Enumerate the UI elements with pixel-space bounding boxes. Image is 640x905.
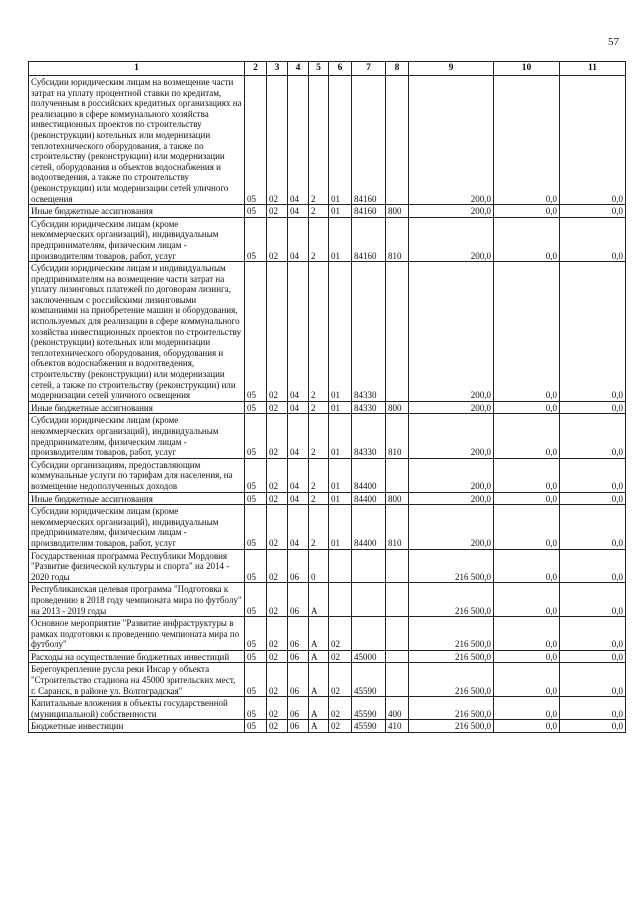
amount-col10: 0,0	[494, 217, 560, 261]
amount-col11: 0,0	[560, 262, 626, 402]
amount-col10: 0,0	[494, 720, 560, 733]
section-code: 05	[245, 697, 267, 720]
expense-type: 410	[386, 720, 409, 733]
row-description: Берегоукрепление русла реки Инсар у объекта "Строительство стадиона на 45000 зрительских мест, г. Саранск, в районе ул. Волгоградская"	[29, 663, 245, 697]
subprogram-code: 2	[309, 458, 329, 492]
subsection-code: 02	[267, 401, 288, 414]
expense-type	[386, 583, 409, 617]
section-code: 05	[245, 505, 267, 549]
expense-code	[352, 617, 386, 651]
column-header-8: 8	[386, 62, 409, 76]
subsection-code: 02	[267, 663, 288, 697]
amount-col11: 0,0	[560, 458, 626, 492]
event-code: 02	[329, 697, 352, 720]
subprogram-code: 2	[309, 492, 329, 505]
section-code: 05	[245, 663, 267, 697]
expense-type: 800	[386, 492, 409, 505]
program-code: 06	[288, 549, 309, 583]
row-description: Субсидии юридическим лицам (кроме некоммерческих организаций), индивидуальным предпринимателям, физическим лицам - производителям товаров, работ, услуг	[29, 414, 245, 458]
amount-col11: 0,0	[560, 76, 626, 205]
amount-col10: 0,0	[494, 76, 560, 205]
section-code: 05	[245, 262, 267, 402]
amount-col11: 0,0	[560, 414, 626, 458]
table-row	[29, 697, 626, 720]
amount-col11: 0,0	[560, 720, 626, 733]
section-code: 05	[245, 720, 267, 733]
column-header-9: 9	[409, 62, 494, 76]
amount-col11: 0,0	[560, 549, 626, 583]
amount-col11: 0,0	[560, 205, 626, 218]
event-code: 01	[329, 505, 352, 549]
program-code: 04	[288, 217, 309, 261]
expense-code: 45590	[352, 720, 386, 733]
table-row	[29, 505, 626, 549]
column-header-7: 7	[352, 62, 386, 76]
amount-col11: 0,0	[560, 617, 626, 651]
expense-code: 84330	[352, 401, 386, 414]
section-code: 05	[245, 414, 267, 458]
expense-code: 84160	[352, 76, 386, 205]
program-code: 04	[288, 492, 309, 505]
header-row	[29, 62, 626, 76]
expense-type: 800	[386, 401, 409, 414]
amount-col11: 0,0	[560, 697, 626, 720]
expense-code: 45590	[352, 697, 386, 720]
program-code: 06	[288, 663, 309, 697]
amount-col10: 0,0	[494, 617, 560, 651]
table-row	[29, 205, 626, 218]
amount-col10: 0,0	[494, 505, 560, 549]
table-row	[29, 650, 626, 663]
subsection-code: 02	[267, 414, 288, 458]
expense-code: 84330	[352, 262, 386, 402]
event-code: 01	[329, 76, 352, 205]
row-description: Иные бюджетные ассигнования	[29, 492, 245, 505]
row-description: Бюджетные инвестиции	[29, 720, 245, 733]
program-code: 06	[288, 650, 309, 663]
amount-col10: 0,0	[494, 697, 560, 720]
subprogram-code: А	[309, 583, 329, 617]
event-code: 01	[329, 262, 352, 402]
section-code: 05	[245, 583, 267, 617]
row-description: Иные бюджетные ассигнования	[29, 205, 245, 218]
expense-code: 45000	[352, 650, 386, 663]
expense-type: 810	[386, 414, 409, 458]
table-row	[29, 617, 626, 651]
subsection-code: 02	[267, 549, 288, 583]
subprogram-code: А	[309, 663, 329, 697]
amount-col9: 200,0	[409, 217, 494, 261]
event-code: 01	[329, 401, 352, 414]
column-header-2: 2	[245, 62, 267, 76]
subsection-code: 02	[267, 617, 288, 651]
event-code: 02	[329, 617, 352, 651]
event-code: 02	[329, 720, 352, 733]
program-code: 04	[288, 76, 309, 205]
section-code: 05	[245, 549, 267, 583]
amount-col9: 200,0	[409, 414, 494, 458]
amount-col9: 216 500,0	[409, 617, 494, 651]
amount-col10: 0,0	[494, 549, 560, 583]
expense-type	[386, 262, 409, 402]
event-code: 02	[329, 650, 352, 663]
expense-type	[386, 650, 409, 663]
subprogram-code: 2	[309, 205, 329, 218]
amount-col10: 0,0	[494, 205, 560, 218]
row-description: Субсидии юридическим лицам (кроме некоммерческих организаций), индивидуальным предпринимателям, физическим лицам - производителям товаров, работ, услуг	[29, 505, 245, 549]
subsection-code: 02	[267, 650, 288, 663]
program-code: 04	[288, 505, 309, 549]
table-row	[29, 492, 626, 505]
amount-col11: 0,0	[560, 401, 626, 414]
table-row	[29, 76, 626, 205]
amount-col10: 0,0	[494, 414, 560, 458]
amount-col11: 0,0	[560, 505, 626, 549]
expense-code: 84400	[352, 492, 386, 505]
program-code: 04	[288, 262, 309, 402]
subprogram-code: 2	[309, 76, 329, 205]
expense-type	[386, 76, 409, 205]
amount-col9: 216 500,0	[409, 549, 494, 583]
event-code: 01	[329, 414, 352, 458]
section-code: 05	[245, 217, 267, 261]
column-header-6: 6	[329, 62, 352, 76]
amount-col9: 200,0	[409, 505, 494, 549]
expense-code: 45590	[352, 663, 386, 697]
subprogram-code: 2	[309, 217, 329, 261]
row-description: Субсидии организациям, предоставляющим коммунальные услуги по тарифам для населения, на возмещение недополученных доходов	[29, 458, 245, 492]
table-row	[29, 401, 626, 414]
table-row	[29, 583, 626, 617]
expense-code: 84330	[352, 414, 386, 458]
event-code: 01	[329, 492, 352, 505]
row-description: Субсидии юридическим лицам и индивидуальным предпринимателям на возмещение части затрат на уплату лизинговых платежей по договорам лизинга, заключенным с российскими лизинговыми компаниями на приобретение машин и оборудования, используемых для реализации в сфере коммунального хозяйства инвестиционных проектов по строительству (реконструкции) котельных или модернизации теплотехнического оборудования, оборудования и объектов водоснабжения и водоотведения, строительству (реконструкции) или модернизации сетей, а также по строительству (реконструкции) или модернизации сетей уличного освещения	[29, 262, 245, 402]
event-code: 02	[329, 663, 352, 697]
amount-col11: 0,0	[560, 492, 626, 505]
amount-col9: 216 500,0	[409, 697, 494, 720]
amount-col10: 0,0	[494, 458, 560, 492]
row-description: Республиканская целевая программа "Подготовка к проведению в 2018 году чемпионата мира по футболу" на 2013 - 2019 годы	[29, 583, 245, 617]
amount-col10: 0,0	[494, 262, 560, 402]
subsection-code: 02	[267, 720, 288, 733]
section-code: 05	[245, 617, 267, 651]
program-code: 06	[288, 617, 309, 651]
amount-col9: 216 500,0	[409, 663, 494, 697]
page-number: 57	[608, 36, 619, 48]
program-code: 04	[288, 458, 309, 492]
subsection-code: 02	[267, 76, 288, 205]
amount-col11: 0,0	[560, 663, 626, 697]
amount-col9: 200,0	[409, 492, 494, 505]
row-description: Капитальные вложения в объекты государственной (муниципальной) собственности	[29, 697, 245, 720]
amount-col10: 0,0	[494, 492, 560, 505]
row-description: Субсидии юридическим лицам (кроме некоммерческих организаций), индивидуальным предпринимателям, физическим лицам - производителям товаров, работ, услуг	[29, 217, 245, 261]
table-row	[29, 663, 626, 697]
expense-code	[352, 583, 386, 617]
subprogram-code: А	[309, 697, 329, 720]
table-row	[29, 414, 626, 458]
subsection-code: 02	[267, 697, 288, 720]
section-code: 05	[245, 492, 267, 505]
row-description: Иные бюджетные ассигнования	[29, 401, 245, 414]
amount-col9: 216 500,0	[409, 720, 494, 733]
subsection-code: 02	[267, 262, 288, 402]
expense-type	[386, 549, 409, 583]
subprogram-code: А	[309, 720, 329, 733]
table-row	[29, 549, 626, 583]
subsection-code: 02	[267, 458, 288, 492]
program-code: 06	[288, 720, 309, 733]
subprogram-code: 2	[309, 262, 329, 402]
amount-col9: 200,0	[409, 401, 494, 414]
amount-col10: 0,0	[494, 663, 560, 697]
subsection-code: 02	[267, 505, 288, 549]
column-header-11: 11	[560, 62, 626, 76]
amount-col11: 0,0	[560, 583, 626, 617]
event-code	[329, 549, 352, 583]
subsection-code: 02	[267, 217, 288, 261]
amount-col10: 0,0	[494, 583, 560, 617]
subprogram-code: 0	[309, 549, 329, 583]
expense-code: 84400	[352, 505, 386, 549]
column-header-3: 3	[267, 62, 288, 76]
subprogram-code: 2	[309, 401, 329, 414]
subprogram-code: 2	[309, 505, 329, 549]
amount-col9: 200,0	[409, 205, 494, 218]
expense-type: 810	[386, 217, 409, 261]
event-code	[329, 583, 352, 617]
table-row	[29, 720, 626, 733]
table-row	[29, 262, 626, 402]
section-code: 05	[245, 76, 267, 205]
expense-type	[386, 458, 409, 492]
table-row	[29, 217, 626, 261]
amount-col9: 200,0	[409, 262, 494, 402]
program-code: 04	[288, 401, 309, 414]
amount-col11: 0,0	[560, 650, 626, 663]
row-description: Основное мероприятие "Развитие инфраструктуры в рамках подготовки к проведению чемпионата мира по футболу"	[29, 617, 245, 651]
budget-table	[28, 61, 626, 733]
row-description: Государственная программа Республики Мордовия "Развитие физической культуры и спорта" на 2014 - 2020 годы	[29, 549, 245, 583]
section-code: 05	[245, 401, 267, 414]
event-code: 01	[329, 217, 352, 261]
section-code: 05	[245, 650, 267, 663]
expense-type: 810	[386, 505, 409, 549]
subprogram-code: А	[309, 617, 329, 651]
amount-col9: 216 500,0	[409, 650, 494, 663]
program-code: 04	[288, 205, 309, 218]
subprogram-code: А	[309, 650, 329, 663]
subsection-code: 02	[267, 205, 288, 218]
amount-col11: 0,0	[560, 217, 626, 261]
program-code: 06	[288, 697, 309, 720]
amount-col9: 216 500,0	[409, 583, 494, 617]
table-row	[29, 458, 626, 492]
amount-col10: 0,0	[494, 401, 560, 414]
column-header-4: 4	[288, 62, 309, 76]
expense-code	[352, 549, 386, 583]
section-code: 05	[245, 205, 267, 218]
subprogram-code: 2	[309, 414, 329, 458]
amount-col9: 200,0	[409, 76, 494, 205]
subsection-code: 02	[267, 492, 288, 505]
amount-col10: 0,0	[494, 650, 560, 663]
column-header-1: 1	[29, 62, 245, 76]
expense-code: 84400	[352, 458, 386, 492]
section-code: 05	[245, 458, 267, 492]
table-body	[29, 76, 626, 733]
event-code: 01	[329, 205, 352, 218]
row-description: Расходы на осуществление бюджетных инвестиций	[29, 650, 245, 663]
program-code: 06	[288, 583, 309, 617]
expense-type	[386, 663, 409, 697]
expense-type	[386, 617, 409, 651]
row-description: Субсидии юридическим лицам на возмещение части затрат на уплату процентной ставки по кредитам, полученным в российских кредитных организациях на реализацию в сфере коммунального хозяйства инвестиционных проектов по строительству (реконструкции) котельных или модернизации теплотехнического оборудования, а также по строительству (реконструкции) или модернизации сетей, оборудования и объектов водоснабжения и водоотведения, а также по строительству (реконструкции) или модернизации сетей уличного освещения	[29, 76, 245, 205]
subsection-code: 02	[267, 583, 288, 617]
expense-type: 400	[386, 697, 409, 720]
program-code: 04	[288, 414, 309, 458]
expense-type: 800	[386, 205, 409, 218]
event-code: 01	[329, 458, 352, 492]
amount-col9: 200,0	[409, 458, 494, 492]
column-header-5: 5	[309, 62, 329, 76]
expense-code: 84160	[352, 217, 386, 261]
expense-code: 84160	[352, 205, 386, 218]
column-header-10: 10	[494, 62, 560, 76]
